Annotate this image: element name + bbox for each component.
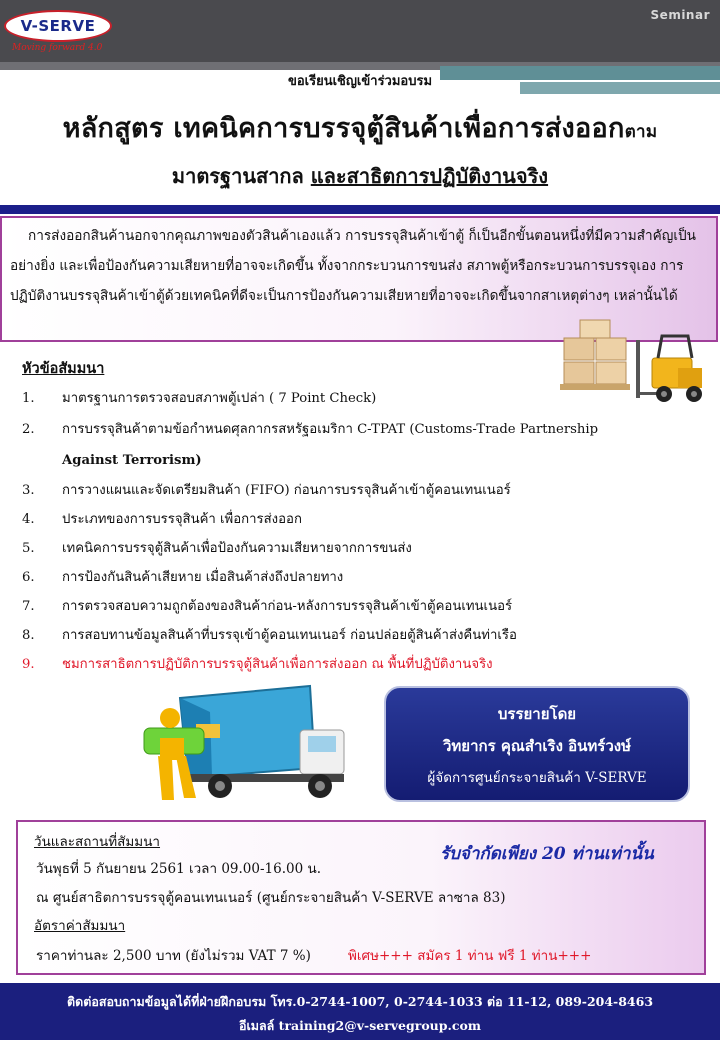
limited-seats-note: รับจำกัดเพียง 20 ท่านเท่านั้น [440, 844, 654, 864]
topic-item: 2. การบรรจุสินค้าตามข้อกำหนดศุลกากรสหรัฐอเมริกา C-TPAT (Customs-Trade Partnership [22, 422, 599, 437]
venue-place: ณ ศูนย์สาธิตการบรรจุตู้คอนเทนเนอร์ (ศูนย์กระจายสินค้า V-SERVE ลาซาล 83) [36, 890, 506, 906]
speaker-role: ผู้จัดการศูนย์กระจายสินค้า V-SERVE [427, 770, 647, 786]
speaker-panel [384, 686, 690, 802]
topic-item: 6. การป้องกันสินค้าเสียหาย เมื่อสินค้าส่งถึงปลายทาง [22, 570, 344, 585]
topic-item: 5. เทคนิคการบรรจุตู้สินค้าเพื่อป้องกันความเสียหายจากการขนส่ง [22, 541, 412, 556]
speaker-by-label: บรรยายโดย [497, 705, 577, 723]
footer-email[interactable]: อีเมลล์ training2@v-servegroup.com [238, 1018, 482, 1033]
course-title-tail: ตาม [624, 122, 658, 142]
topic-item-highlight: 9. ชมการสาธิตการปฏิบัติการบรรจุตู้สินค้าเพื่อการส่งออก ณ พื้นที่ปฏิบัติงานจริง [22, 657, 493, 672]
logo-tagline: Moving forward 4.0 [12, 43, 103, 53]
fee-promotion: พิเศษ+++ สมัคร 1 ท่าน ฟรี 1 ท่าน+++ [348, 948, 592, 964]
delivery-truck-icon [140, 678, 350, 808]
truck-body [180, 686, 344, 798]
topic-item-continuation: Against Terrorism) [62, 453, 202, 468]
topic-item: 7. การตรวจสอบความถูกต้องของสินค้าก่อน-หลังการบรรจุสินค้าเข้าตู้คอนเทนเนอร์ [22, 599, 513, 614]
cargo-boxes [560, 320, 630, 390]
topic-item: 3. การวางแผนและจัดเตรียมสินค้า (FIFO) ก่อนการบรรจุสินค้าเข้าตู้คอนเทนเนอร์ [22, 483, 511, 498]
footer-contact: ติดต่อสอบถามข้อมูลได้ที่ฝ่ายฝึกอบรม โทร.0-2744-1007, 0-2744-1033 ต่อ 11-12, 089-204-8463 [66, 994, 654, 1009]
topic-item: 4. ประเภทของการบรรจุสินค้า เพื่อการส่งออก [22, 512, 302, 527]
footer [0, 983, 720, 1040]
divider-rule [0, 205, 720, 214]
logo-text: V-SERVE [20, 17, 96, 35]
course-subtitle [0, 160, 720, 192]
intro-paragraph: การส่งออกสินค้านอกจากคุณภาพของตัวสินค้าเองแล้ว การบรรจุสินค้าเข้าตู้ ก็เป็นอีกขั้นตอนหนึ่งที่มีความสำคัญเป็นอย่างยิ่ง และเพื่อป้องกันความเสียหายที่อาจจะเกิดขึ้น ทั้งจากกระบวนการขนส่ง สภาพตู้หรือกระบวนการบรรจุเอง การปฏิบัติงานบรรจุสินค้าเข้าตู้ด้วยเทคนิคที่ดีจะเป็นการป้องกันความเสียหายที่อาจจะเกิดขึ้นจากสาเหตุต่างๆ เหล่านั้นได้ [10, 228, 696, 304]
course-title [0, 106, 720, 149]
company-logo [4, 10, 114, 56]
fee-heading: อัตราค่าสัมมนา [34, 918, 126, 934]
venue-date: วันพุธที่ 5 กันยายน 2561 เวลา 09.00-16.00 น. [36, 861, 321, 877]
invitation-line: ขอเรียนเชิญเข้าร่วมอบรม [287, 74, 433, 89]
course-subtitle-underlined: และสาธิตการปฏิบัติงานจริง [310, 164, 549, 188]
fee-price: ราคาท่านละ 2,500 บาท (ยังไม่รวม VAT 7 %) [36, 948, 311, 964]
topic-item: 8. การสอบทานข้อมูลสินค้าที่บรรจุเข้าตู้คอนเทนเนอร์ ก่อนปล่อยตู้สินค้าส่งคืนท่าเรือ [22, 628, 517, 643]
seminar-label: Seminar [650, 8, 710, 22]
topics-heading: หัวข้อสัมมนา [22, 360, 105, 377]
venue-heading: วันและสถานที่สัมมนา [34, 834, 161, 850]
course-subtitle-plain: มาตรฐานสากล [171, 164, 311, 188]
speaker-name: วิทยากร คุณสำเริง อินทร์วงษ์ [443, 737, 631, 755]
topic-item: 1. มาตรฐานการตรวจสอบสภาพตู้เปล่า ( 7 Point Check) [22, 391, 377, 406]
course-title-main: หลักสูตร เทคนิคการบรรจุตู้สินค้าเพื่อการส่งออก [62, 113, 625, 144]
logo-oval [4, 10, 112, 42]
